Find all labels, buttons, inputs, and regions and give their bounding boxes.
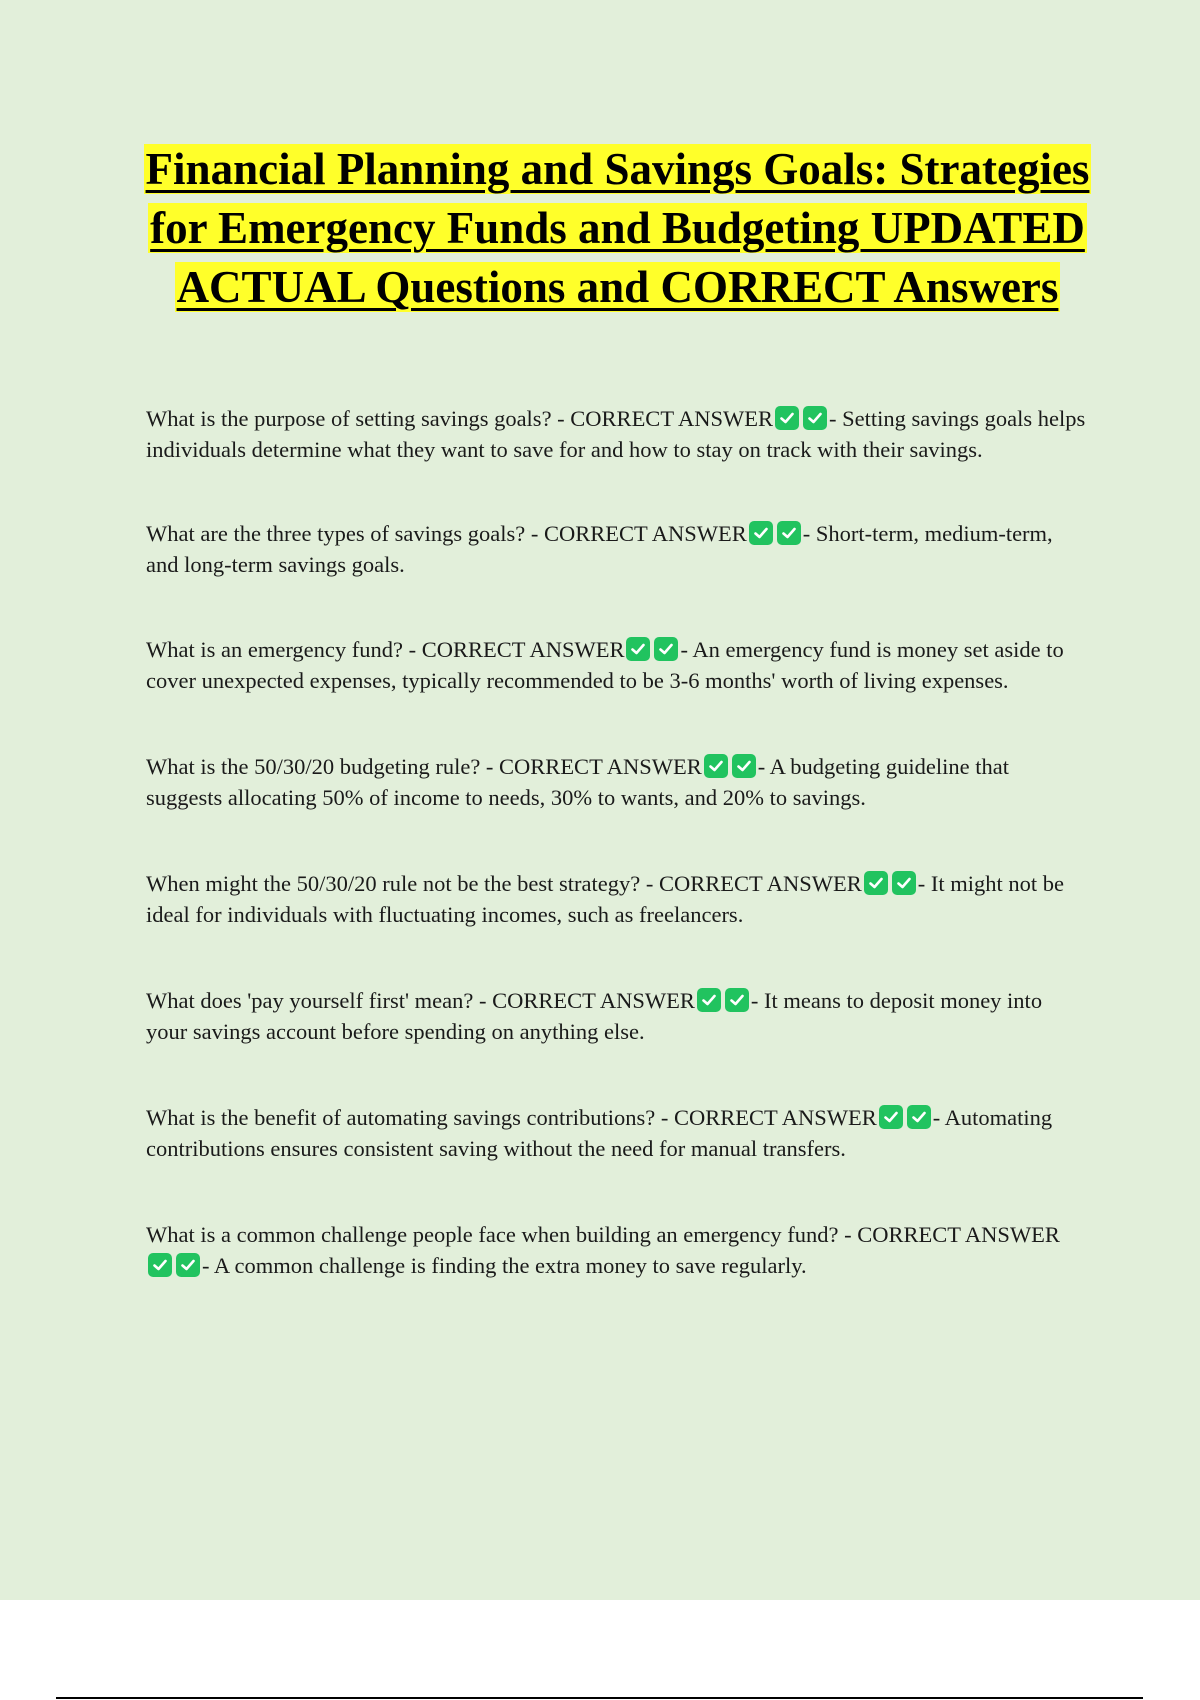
- qa-item: [146, 985, 1086, 1047]
- qa-item: [146, 1102, 1086, 1164]
- answer-text: - Setting savings goals helps individuals determine what they want to save for and how to stay on track with their savings.: [146, 406, 1086, 462]
- question-text: When might the 50/30/20 rule not be the best strategy? - CORRECT ANSWER: [146, 871, 862, 896]
- qa-item: [146, 634, 1086, 696]
- check-mark-icon: [864, 871, 888, 895]
- check-mark-icon: [725, 988, 749, 1012]
- check-mark-icon: [654, 637, 678, 661]
- answer-text: - An emergency fund is money set aside to cover unexpected expenses, typically recommended to be 3-6 months' worth of living expenses.: [146, 637, 1064, 693]
- qa-list: [146, 403, 1086, 1281]
- document-title-text: Financial Planning and Savings Goals: Strategies for Emergency Funds and Budgeting UPDATED ACTUAL Questions and CORRECT Answers: [145, 144, 1090, 312]
- question-text: What are the three types of savings goals? - CORRECT ANSWER: [146, 521, 747, 546]
- question-text: What is a common challenge people face when building an emergency fund? - CORRECT ANSWER: [146, 1222, 1060, 1247]
- check-mark-icon: [697, 988, 721, 1012]
- footer-divider: [56, 1697, 1143, 1699]
- check-mark-icon: [732, 754, 756, 778]
- check-mark-icon: [892, 871, 916, 895]
- check-mark-icon: [626, 637, 650, 661]
- qa-item: [146, 403, 1086, 465]
- answer-text: - Automating contributions ensures consistent saving without the need for manual transfers.: [146, 1105, 1053, 1161]
- check-mark-icon: [704, 754, 728, 778]
- answer-text: - A budgeting guideline that suggests allocating 50% of income to needs, 30% to wants, and 20% to savings.: [146, 754, 1010, 810]
- answer-text: - A common challenge is finding the extra money to save regularly.: [202, 1253, 807, 1278]
- check-mark-icon: [148, 1253, 172, 1277]
- check-mark-icon: [775, 406, 799, 430]
- qa-item: [146, 518, 1086, 580]
- question-text: What is the benefit of automating savings contributions? - CORRECT ANSWER: [146, 1105, 877, 1130]
- answer-text: - Short-term, medium-term, and long-term savings goals.: [146, 521, 1053, 577]
- title-block: [130, 140, 1105, 317]
- document-title: [130, 140, 1105, 317]
- check-mark-icon: [803, 406, 827, 430]
- question-text: What does 'pay yourself first' mean? - CORRECT ANSWER: [146, 988, 695, 1013]
- check-mark-icon: [176, 1253, 200, 1277]
- question-text: What is the 50/30/20 budgeting rule? - CORRECT ANSWER: [146, 754, 702, 779]
- qa-item: [146, 868, 1086, 930]
- check-mark-icon: [907, 1105, 931, 1129]
- qa-item: [146, 751, 1086, 813]
- question-text: What is an emergency fund? - CORRECT ANSWER: [146, 637, 625, 662]
- check-mark-icon: [749, 521, 773, 545]
- answer-text: - It means to deposit money into your savings account before spending on anything else.: [146, 988, 1043, 1044]
- qa-item: [146, 1219, 1086, 1281]
- question-text: What is the purpose of setting savings goals? - CORRECT ANSWER: [146, 406, 774, 431]
- answer-text: - It might not be ideal for individuals with fluctuating incomes, such as freelancers.: [146, 871, 1064, 927]
- check-mark-icon: [777, 521, 801, 545]
- check-mark-icon: [879, 1105, 903, 1129]
